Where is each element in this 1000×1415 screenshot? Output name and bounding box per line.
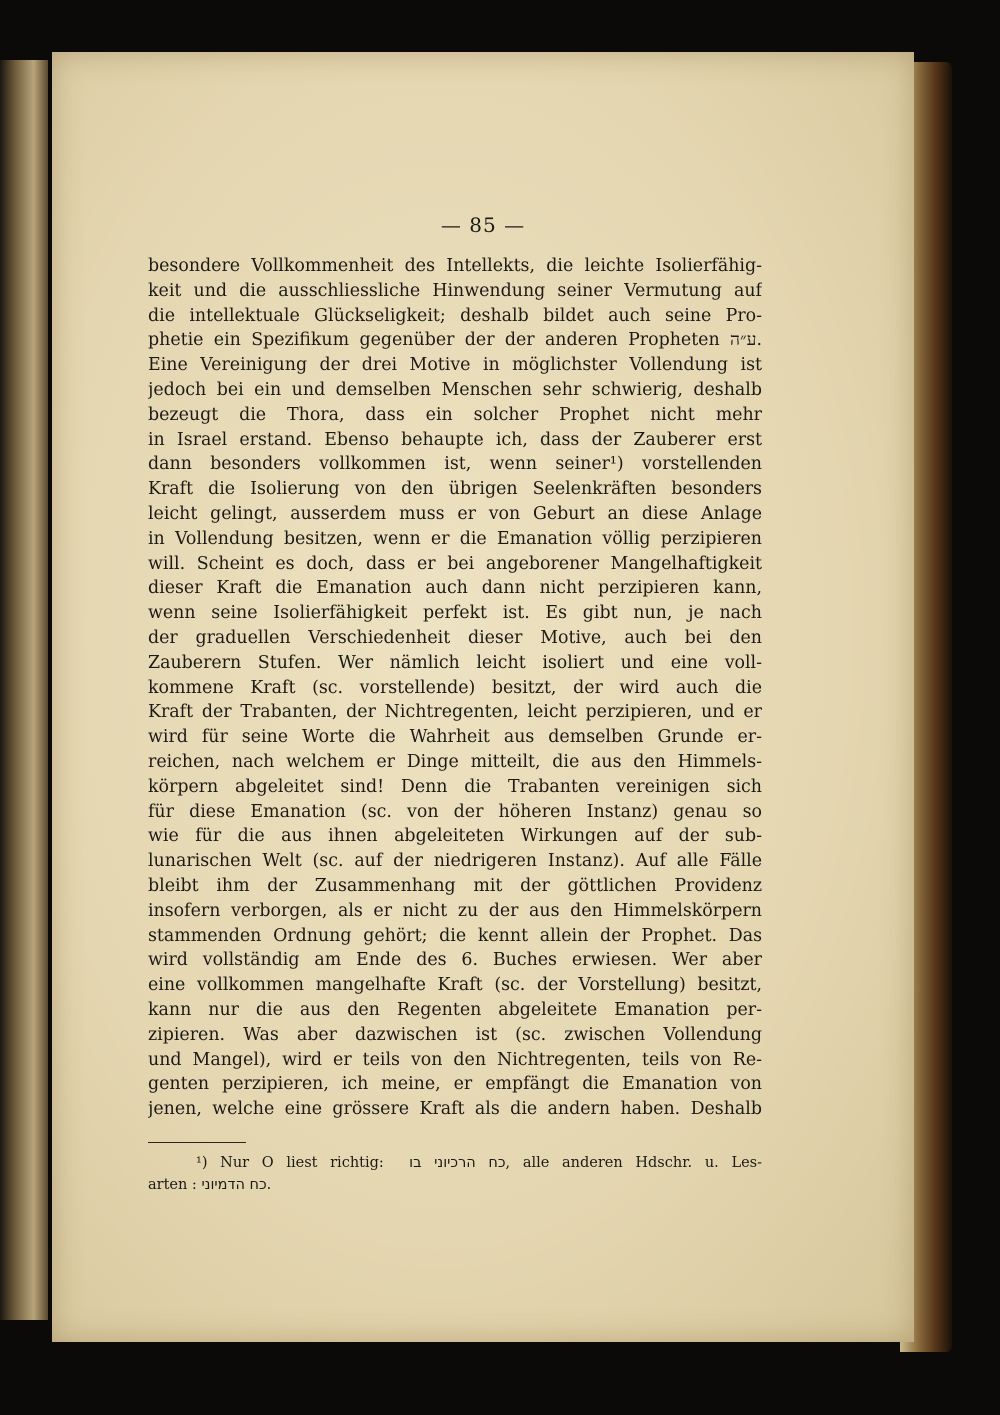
text-line: besondere Vollkommenheit des Intellekts, die leichte Isolierfähig- bbox=[148, 256, 762, 276]
footnote-line bbox=[148, 1174, 762, 1196]
text-line: jedoch bei ein und demselben Menschen sehr schwierig, deshalb bbox=[148, 379, 762, 400]
book-page bbox=[52, 52, 914, 1342]
text-line: wie für die aus ihnen abgeleiteten Wirkungen auf der sub- bbox=[148, 826, 762, 847]
text-line: will. Scheint es doch, dass er bei angeborener Mangelhaftigkeit bbox=[148, 553, 762, 574]
text-line: bezeugt die Thora, dass ein solcher Prophet nicht mehr bbox=[148, 404, 762, 425]
text-line: phetie ein Spezifikum gegenüber der der anderen Propheten ע״ה. bbox=[148, 330, 762, 351]
text-line: wird vollständig am Ende des 6. Buches erwiesen. Wer aber bbox=[148, 950, 762, 971]
text-line: jenen, welche eine grössere Kraft als die andern haben. Deshalb bbox=[148, 1099, 762, 1120]
text-line: kann nur die aus den Regenten abgeleitete Emanation per- bbox=[148, 999, 762, 1020]
text-line: bleibt ihm der Zusammenhang mit der göttlichen Providenz bbox=[148, 875, 762, 896]
text-line: zipieren. Was aber dazwischen ist (sc. zwischen Vollendung bbox=[148, 1024, 762, 1045]
text-line: Kraft der Trabanten, der Nichtregenten, leicht perzipieren, und er bbox=[148, 702, 762, 723]
previous-page-edge bbox=[0, 60, 48, 1320]
text-line: genten perzipieren, ich meine, er empfängt die Emanation von bbox=[148, 1074, 762, 1095]
footnote-hebrew-reading: כח הרכיוני בו bbox=[409, 1155, 506, 1171]
text-line: stammenden Ordnung gehört; die kennt allein der Prophet. Das bbox=[148, 925, 762, 946]
body-text bbox=[148, 254, 762, 1122]
footnote-continuation: , alle anderen Hdschr. u. Les- bbox=[505, 1155, 762, 1171]
footnote-line bbox=[148, 1152, 762, 1174]
footnote-line2-suffix: . bbox=[266, 1177, 272, 1193]
text-line: kommene Kraft (sc. vorstellende) besitzt, der wird auch die bbox=[148, 677, 762, 698]
text-line: reichen, nach welchem er Dinge mitteilt, die aus den Himmels- bbox=[148, 751, 762, 772]
text-line: die intellektuale Glückseligkeit; deshalb bildet auch seine Pro- bbox=[148, 305, 762, 326]
text-line: insofern verborgen, als er nicht zu der aus den Himmelskörpern bbox=[148, 900, 762, 921]
text-line: keit und die ausschliessliche Hinwendung seiner Vermutung auf bbox=[148, 280, 762, 301]
text-line: wird für seine Worte die Wahrheit aus demselben Grunde er- bbox=[148, 727, 762, 748]
text-line: leicht gelingt, ausserdem muss er von Geburt an diese Anlage bbox=[148, 503, 762, 524]
text-line: Kraft die Isolierung von den übrigen Seelenkräften besonders bbox=[148, 479, 762, 500]
text-line: dieser Kraft die Emanation auch dann nicht perzipieren kann, bbox=[148, 578, 762, 599]
footnote-line2-prefix: arten : bbox=[148, 1177, 197, 1193]
text-line: lunarischen Welt (sc. auf der niedrigeren Instanz). Auf alle Fälle bbox=[148, 851, 762, 872]
text-line: dann besonders vollkommen ist, wenn seiner¹) vorstellenden bbox=[148, 454, 762, 475]
text-line: in Vollendung besitzen, wenn er die Emanation völlig perzipieren bbox=[148, 528, 762, 549]
text-line: Eine Vereinigung der drei Motive in möglichster Vollendung ist bbox=[148, 355, 762, 376]
text-line: und Mangel), wird er teils von den Nichtregenten, teils von Re- bbox=[148, 1049, 762, 1070]
text-line: in Israel erstand. Ebenso behaupte ich, dass der Zauberer erst bbox=[148, 429, 762, 450]
text-line: eine vollkommen mangelhafte Kraft (sc. der Vorstellung) besitzt, bbox=[148, 975, 762, 996]
text-line: Zauberern Stufen. Wer nämlich leicht isoliert und eine voll- bbox=[148, 652, 762, 673]
text-line: für diese Emanation (sc. von der höheren Instanz) genau so bbox=[148, 801, 762, 822]
page-number: — 85 — bbox=[440, 213, 526, 237]
footnote-divider bbox=[148, 1142, 246, 1143]
text-line: wenn seine Isolierfähigkeit perfekt ist. Es gibt nun, je nach bbox=[148, 603, 762, 624]
text-line: der graduellen Verschiedenheit dieser Motive, auch bei den bbox=[148, 627, 762, 648]
footnote-hebrew-variant: כח הדמיוני bbox=[201, 1177, 267, 1193]
footnote-prefix: ¹) Nur O liest richtig: bbox=[196, 1155, 384, 1171]
text-line: körpern abgeleitet sind! Denn die Trabanten vereinigen sich bbox=[148, 776, 762, 797]
footnote bbox=[148, 1152, 762, 1196]
